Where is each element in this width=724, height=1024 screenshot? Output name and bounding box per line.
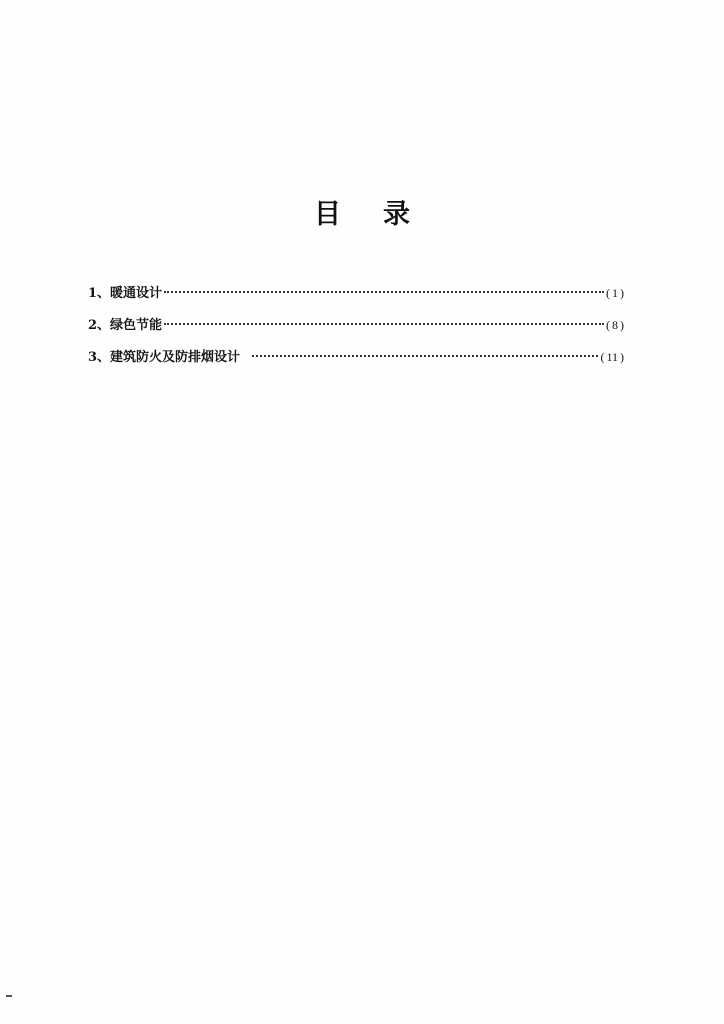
dot-leader bbox=[252, 355, 598, 357]
toc-entry[interactable] bbox=[88, 282, 624, 302]
toc-entry-label: 绿色节能 bbox=[110, 318, 163, 333]
toc-entry-label: 建筑防火及防排烟设计 bbox=[110, 350, 241, 365]
dot-leader bbox=[164, 323, 604, 325]
scan-edge-mark bbox=[6, 995, 12, 997]
toc-entry-label: 暖通设计 bbox=[110, 286, 163, 301]
title-char-2: 录 bbox=[383, 199, 410, 230]
page-title bbox=[0, 192, 724, 231]
toc-page-number: 11 bbox=[606, 350, 618, 364]
toc-page-number: 8 bbox=[612, 318, 618, 332]
toc-entry-page: ( 8 ) bbox=[606, 318, 624, 332]
toc-entry-number: 1、 bbox=[88, 286, 111, 301]
toc-page-number: 1 bbox=[612, 286, 618, 300]
dot-leader bbox=[164, 291, 604, 293]
table-of-contents bbox=[88, 282, 624, 378]
toc-entry-number: 2、 bbox=[88, 318, 111, 333]
toc-entry[interactable] bbox=[88, 314, 624, 334]
title-char-1: 目 bbox=[314, 199, 341, 230]
toc-entry-page: ( 1 ) bbox=[606, 286, 624, 300]
toc-entry-page: ( 11 ) bbox=[600, 350, 624, 364]
toc-entry-number: 3、 bbox=[88, 350, 111, 365]
toc-entry[interactable] bbox=[88, 346, 624, 366]
